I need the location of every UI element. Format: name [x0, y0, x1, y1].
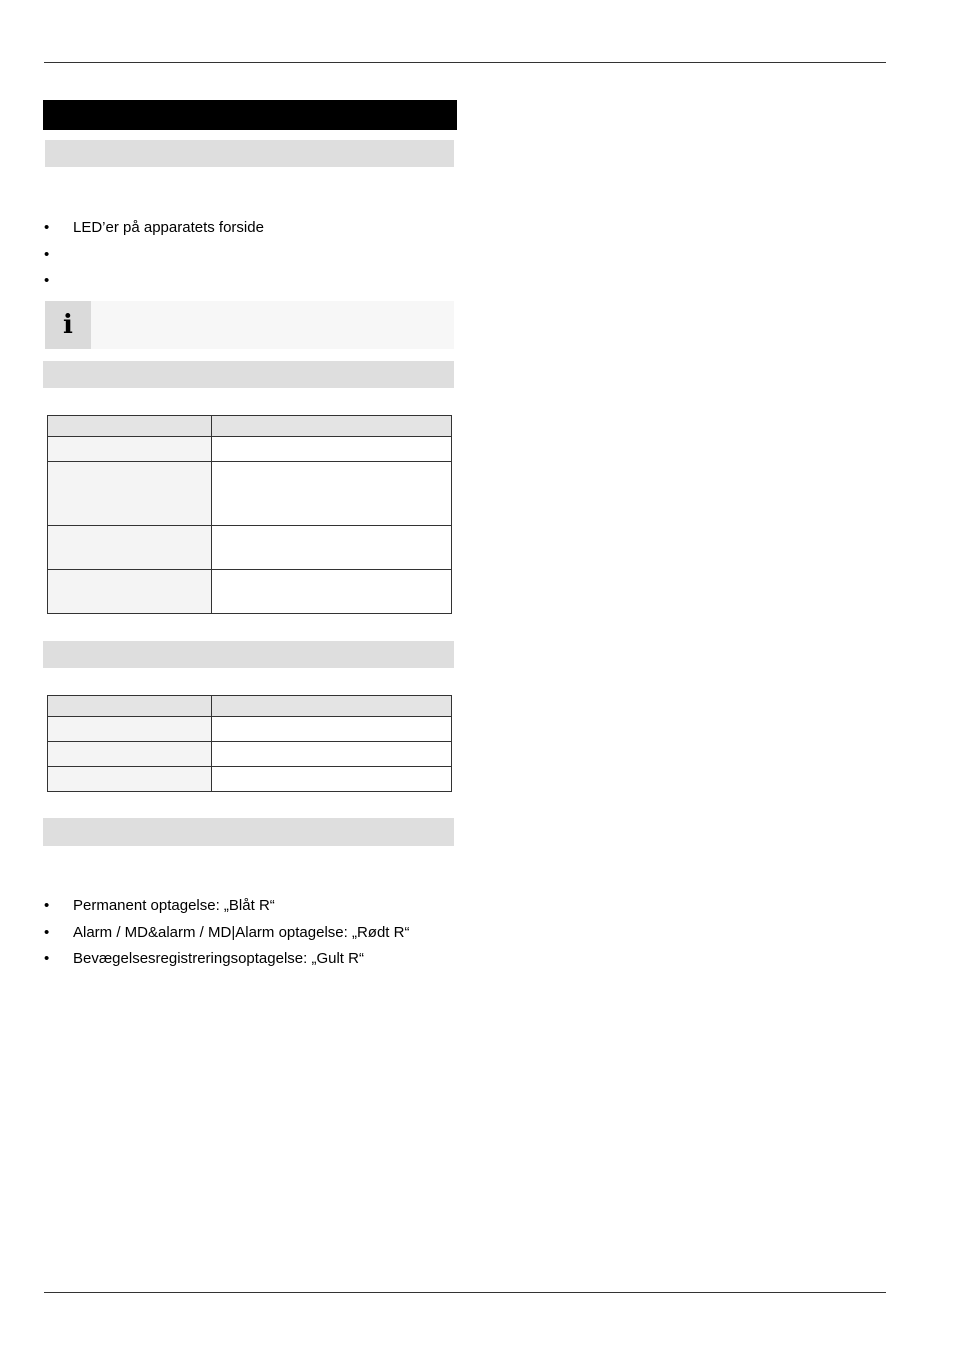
list-item [44, 925, 409, 952]
table-row [48, 526, 452, 570]
section-heading-bar-led-table [43, 361, 454, 388]
table-cell [212, 462, 452, 526]
status-table [47, 695, 452, 792]
bullet-icon: • [44, 272, 50, 289]
table-cell [212, 767, 452, 792]
table-cell [48, 717, 212, 742]
list-item-text: Bevægelsesregistreringsoptagelse: „Gult R“ [73, 950, 364, 967]
table-cell [48, 742, 212, 767]
table-row [48, 717, 452, 742]
info-icon: i [63, 310, 73, 340]
bullet-icon: • [44, 897, 50, 914]
info-note-box [45, 301, 454, 349]
section-heading-bar-status-table [43, 641, 454, 668]
table-row [48, 570, 452, 614]
table-cell [212, 437, 452, 462]
table-header-cell [48, 696, 212, 717]
list-item [44, 247, 264, 274]
list-item [44, 898, 409, 925]
list-item [44, 951, 409, 978]
section-heading-bar-recording [43, 818, 454, 846]
table-row [48, 462, 452, 526]
section-heading-bar-led [45, 140, 454, 167]
led-bullet-list [44, 220, 264, 300]
list-item-text: Alarm / MD&alarm / MD|Alarm optagelse: „Rødt R“ [73, 923, 410, 941]
table-header-row [48, 696, 452, 717]
bullet-icon: • [44, 219, 50, 236]
table-header-row [48, 416, 452, 437]
table-cell [48, 570, 212, 614]
table-cell [48, 767, 212, 792]
list-item [44, 220, 264, 247]
table-cell [48, 437, 212, 462]
table-row [48, 742, 452, 767]
table-row [48, 767, 452, 792]
header-rule [44, 62, 886, 63]
list-item [44, 273, 264, 300]
table-cell [212, 570, 452, 614]
footer-rule [44, 1292, 886, 1293]
table-row [48, 437, 452, 462]
bullet-icon: • [44, 245, 50, 263]
table-header-cell [212, 416, 452, 437]
table-cell [212, 717, 452, 742]
chapter-heading-bar [43, 100, 457, 130]
list-item-text: LED’er på apparatets forside [73, 219, 264, 236]
recording-bullet-list [44, 898, 409, 978]
table-header-cell [48, 416, 212, 437]
bullet-icon: • [44, 923, 50, 941]
info-icon-cell [45, 301, 91, 349]
list-item-text: Permanent optagelse: „Blåt R“ [73, 897, 275, 914]
bullet-icon: • [44, 950, 50, 967]
led-status-table [47, 415, 452, 614]
table-cell [48, 462, 212, 526]
table-cell [212, 526, 452, 570]
table-cell [212, 742, 452, 767]
table-cell [48, 526, 212, 570]
table-header-cell [212, 696, 452, 717]
